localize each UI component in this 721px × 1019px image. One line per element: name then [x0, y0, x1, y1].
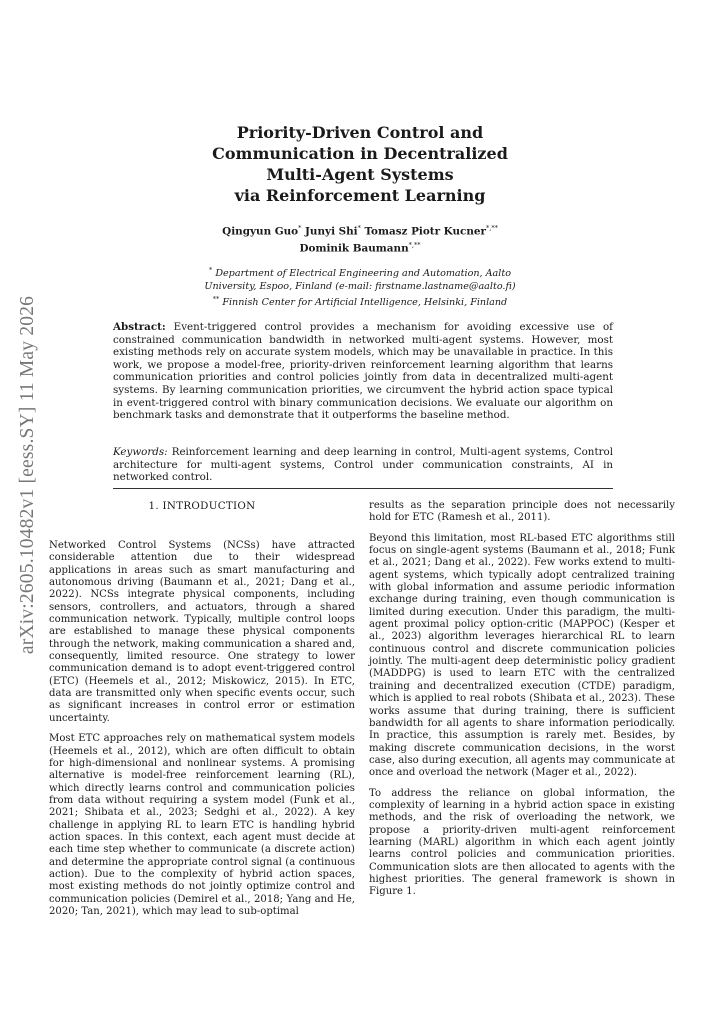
keywords-text: Reinforcement learning and deep learning in control, Multi-agent systems, Control architecture for multi-agent systems, Control under communication constraints, AI in networked control. — [113, 446, 613, 484]
body-paragraph: results as the separation principle does not necessarily hold for ETC (Ramesh et al., 2011). — [369, 500, 675, 524]
author-name: Tomasz Piotr Kucner — [364, 225, 486, 238]
abstract-divider — [113, 488, 613, 489]
author-name: Qingyun Guo — [222, 225, 299, 238]
title-line: Multi-Agent Systems — [266, 165, 454, 184]
author-affiliation-mark: *,** — [408, 241, 421, 250]
author-affiliation-mark: * — [357, 224, 361, 232]
body-paragraph: Networked Control Systems (NCSs) have attracted considerable attention due to their widespread applications in areas such as smart manufacturing and autonomous driving (Baumann et al., 2021; Dang et al., 2022). NCSs integrate physical components, including sensors, controllers, and actuators, through a shared communication network. Typically, multiple control loops are established to manage these physical components through the network, making communication a shared and, consequently, limited resource. One strategy to lower communication demand is to adopt event-triggered control (ETC) (Heemels et al., 2012; Miskowicz, 2015). In ETC, data are transmitted only when specific events occur, such as significant increases in control error or estimation uncertainty. — [49, 540, 355, 724]
left-column — [49, 540, 355, 926]
author-affiliation-mark: * — [298, 224, 302, 232]
affiliation-text: Department of Electrical Engineering and Automation, Aalto — [215, 268, 511, 280]
affiliation-mark: ** — [212, 295, 220, 304]
author-name: Dominik Baumann — [299, 242, 409, 255]
author-name: Junyi Shi — [305, 225, 358, 238]
affiliations — [150, 264, 570, 310]
section-heading: 1. INTRODUCTION — [148, 500, 256, 512]
affiliation-mark: * — [209, 266, 213, 274]
affiliation-text: University, Espoo, Finland (e-mail: firstname.lastname@aalto.fi) — [204, 280, 516, 292]
paper-title — [160, 122, 560, 206]
abstract-text: Event-triggered control provides a mechanism for avoiding excessive use of constrained communication bandwidth in networked multi-agent systems. However, most existing methods rely on accurate system models, which may be unavailable in practice. In this work, we propose a model-free, priority-driven reinforcement learning algorithm that learns communication priorities and control policies jointly from data in decentralized multi-agent systems. By learning communication priorities, we circumvent the hybrid action space typical in event-triggered control with binary communication decisions. We evaluate our algorithm on benchmark tasks and demonstrate that it outperforms the baseline method. — [113, 321, 613, 422]
title-line: Priority-Driven Control and — [236, 123, 484, 142]
author-affiliation-mark: *,** — [486, 224, 498, 232]
body-paragraph: To address the reliance on global information, the complexity of learning in a hybrid action space in existing methods, and the risk of overloading the network, we propose a priority-driven multi-agent reinforcement learning (MARL) algorithm in which each agent jointly learns control policies and communication priorities. Communication slots are then allocated to agents with the highest priorities. The general framework is shown in Figure 1. — [369, 787, 675, 898]
author-list — [150, 221, 570, 256]
affiliation-text: Finnish Center for Artificial Intelligence, Helsinki, Finland — [222, 297, 508, 309]
keywords — [113, 446, 613, 484]
abstract — [113, 321, 613, 422]
arxiv-identifier-text: arXiv:2605.10482v1 [eess.SY] 11 May 2026 — [17, 295, 38, 655]
arxiv-identifier-sidebar — [8, 285, 48, 665]
abstract-label: Abstract: — [113, 321, 166, 333]
body-paragraph: Most ETC approaches rely on mathematical system models (Heemels et al., 2012), which are often difficult to obtain for high-dimensional and nonlinear systems. A promising alternative is model-free reinforcement learning (RL), which directly learns control and communication policies from data without requiring a system model (Funk et al., 2021; Shibata et al., 2023; Sedghi et al., 2022). A key challenge in applying RL to learn ETC is handling hybrid action spaces. In this context, each agent must decide at each time step whether to communicate (a discrete action) and determine the appropriate control signal (a continuous action). Due to the complexity of hybrid action spaces, most existing methods do not jointly optimize control and communication policies (Demirel et al., 2018; Yang and He, 2020; Tan, 2021), which may lead to sub-optimal — [49, 733, 355, 917]
title-line: Communication in Decentralized — [212, 144, 508, 163]
body-paragraph: Beyond this limitation, most RL-based ETC algorithms still focus on single-agent systems (Baumann et al., 2018; Funk et al., 2021; Dang et al., 2022). Few works extend to multi-agent systems, which typically adopt centralized training with global information and assume periodic information exchange during training, even though communication is limited during execution. Under this paradigm, the multi-agent proximal policy option-critic (MAPPOC) (Kesper et al., 2023) algorithm leverages hierarchical RL to learn continuous control and discrete communication policies jointly. The multi-agent deep deterministic policy gradient (MADDPG) is used to learn ETC with the centralized training and decentralized execution (CTDE) paradigm, which is applied to real robots (Shibata et al., 2023). These works assume that during training, there is sufficient bandwidth for all agents to share information periodically. In practice, this assumption is rarely met. Besides, by making discrete communication decisions, in the worst case, also during execution, all agents may communicate at once and overload the network (Mager et al., 2022). — [369, 532, 675, 779]
title-line: via Reinforcement Learning — [234, 186, 486, 205]
keywords-label: Keywords: — [113, 446, 168, 458]
right-column — [369, 500, 675, 907]
